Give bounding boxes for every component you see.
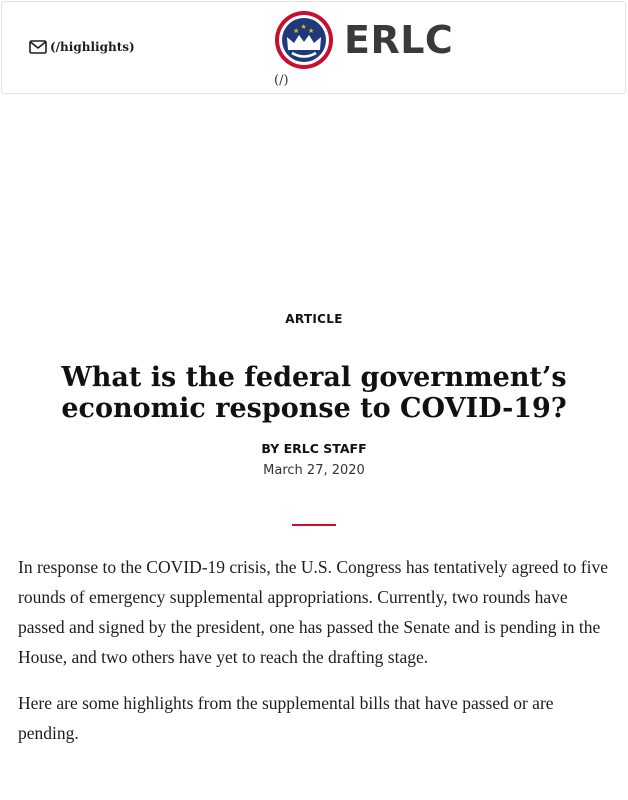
article-byline: BY ERLC STAFF [261, 441, 367, 456]
highlights-link-label: (/highlights) [50, 40, 135, 54]
article-paragraph: Here are some highlights from the supplemental bills that have passed or are pending. [18, 693, 554, 743]
site-header [1, 1, 626, 94]
svg-text:★: ★ [308, 27, 315, 35]
article-kicker: ARTICLE [285, 312, 343, 326]
logo-wordmark: ERLC [344, 18, 454, 62]
erlc-logo[interactable] [274, 10, 453, 70]
article-title: What is the federal government’s economic response to COVID-19? [61, 362, 567, 424]
highlights-link[interactable] [29, 40, 135, 54]
svg-text:★: ★ [293, 27, 300, 35]
article-paragraph: In response to the COVID-19 crisis, the U.S. Congress has tentatively agreed to five rounds of emergency supplemental appropriations. Currently, two rounds have passed and signed by the president, one has passed the Senate and is pending in the House, and two others have yet to reach the drafting stage. [18, 557, 609, 667]
accent-divider [292, 524, 336, 526]
crown-badge-icon [274, 10, 334, 70]
mail-icon [29, 40, 47, 54]
home-link[interactable]: (/) [274, 73, 289, 88]
svg-text:★: ★ [300, 23, 307, 31]
article-date: March 27, 2020 [263, 463, 365, 478]
